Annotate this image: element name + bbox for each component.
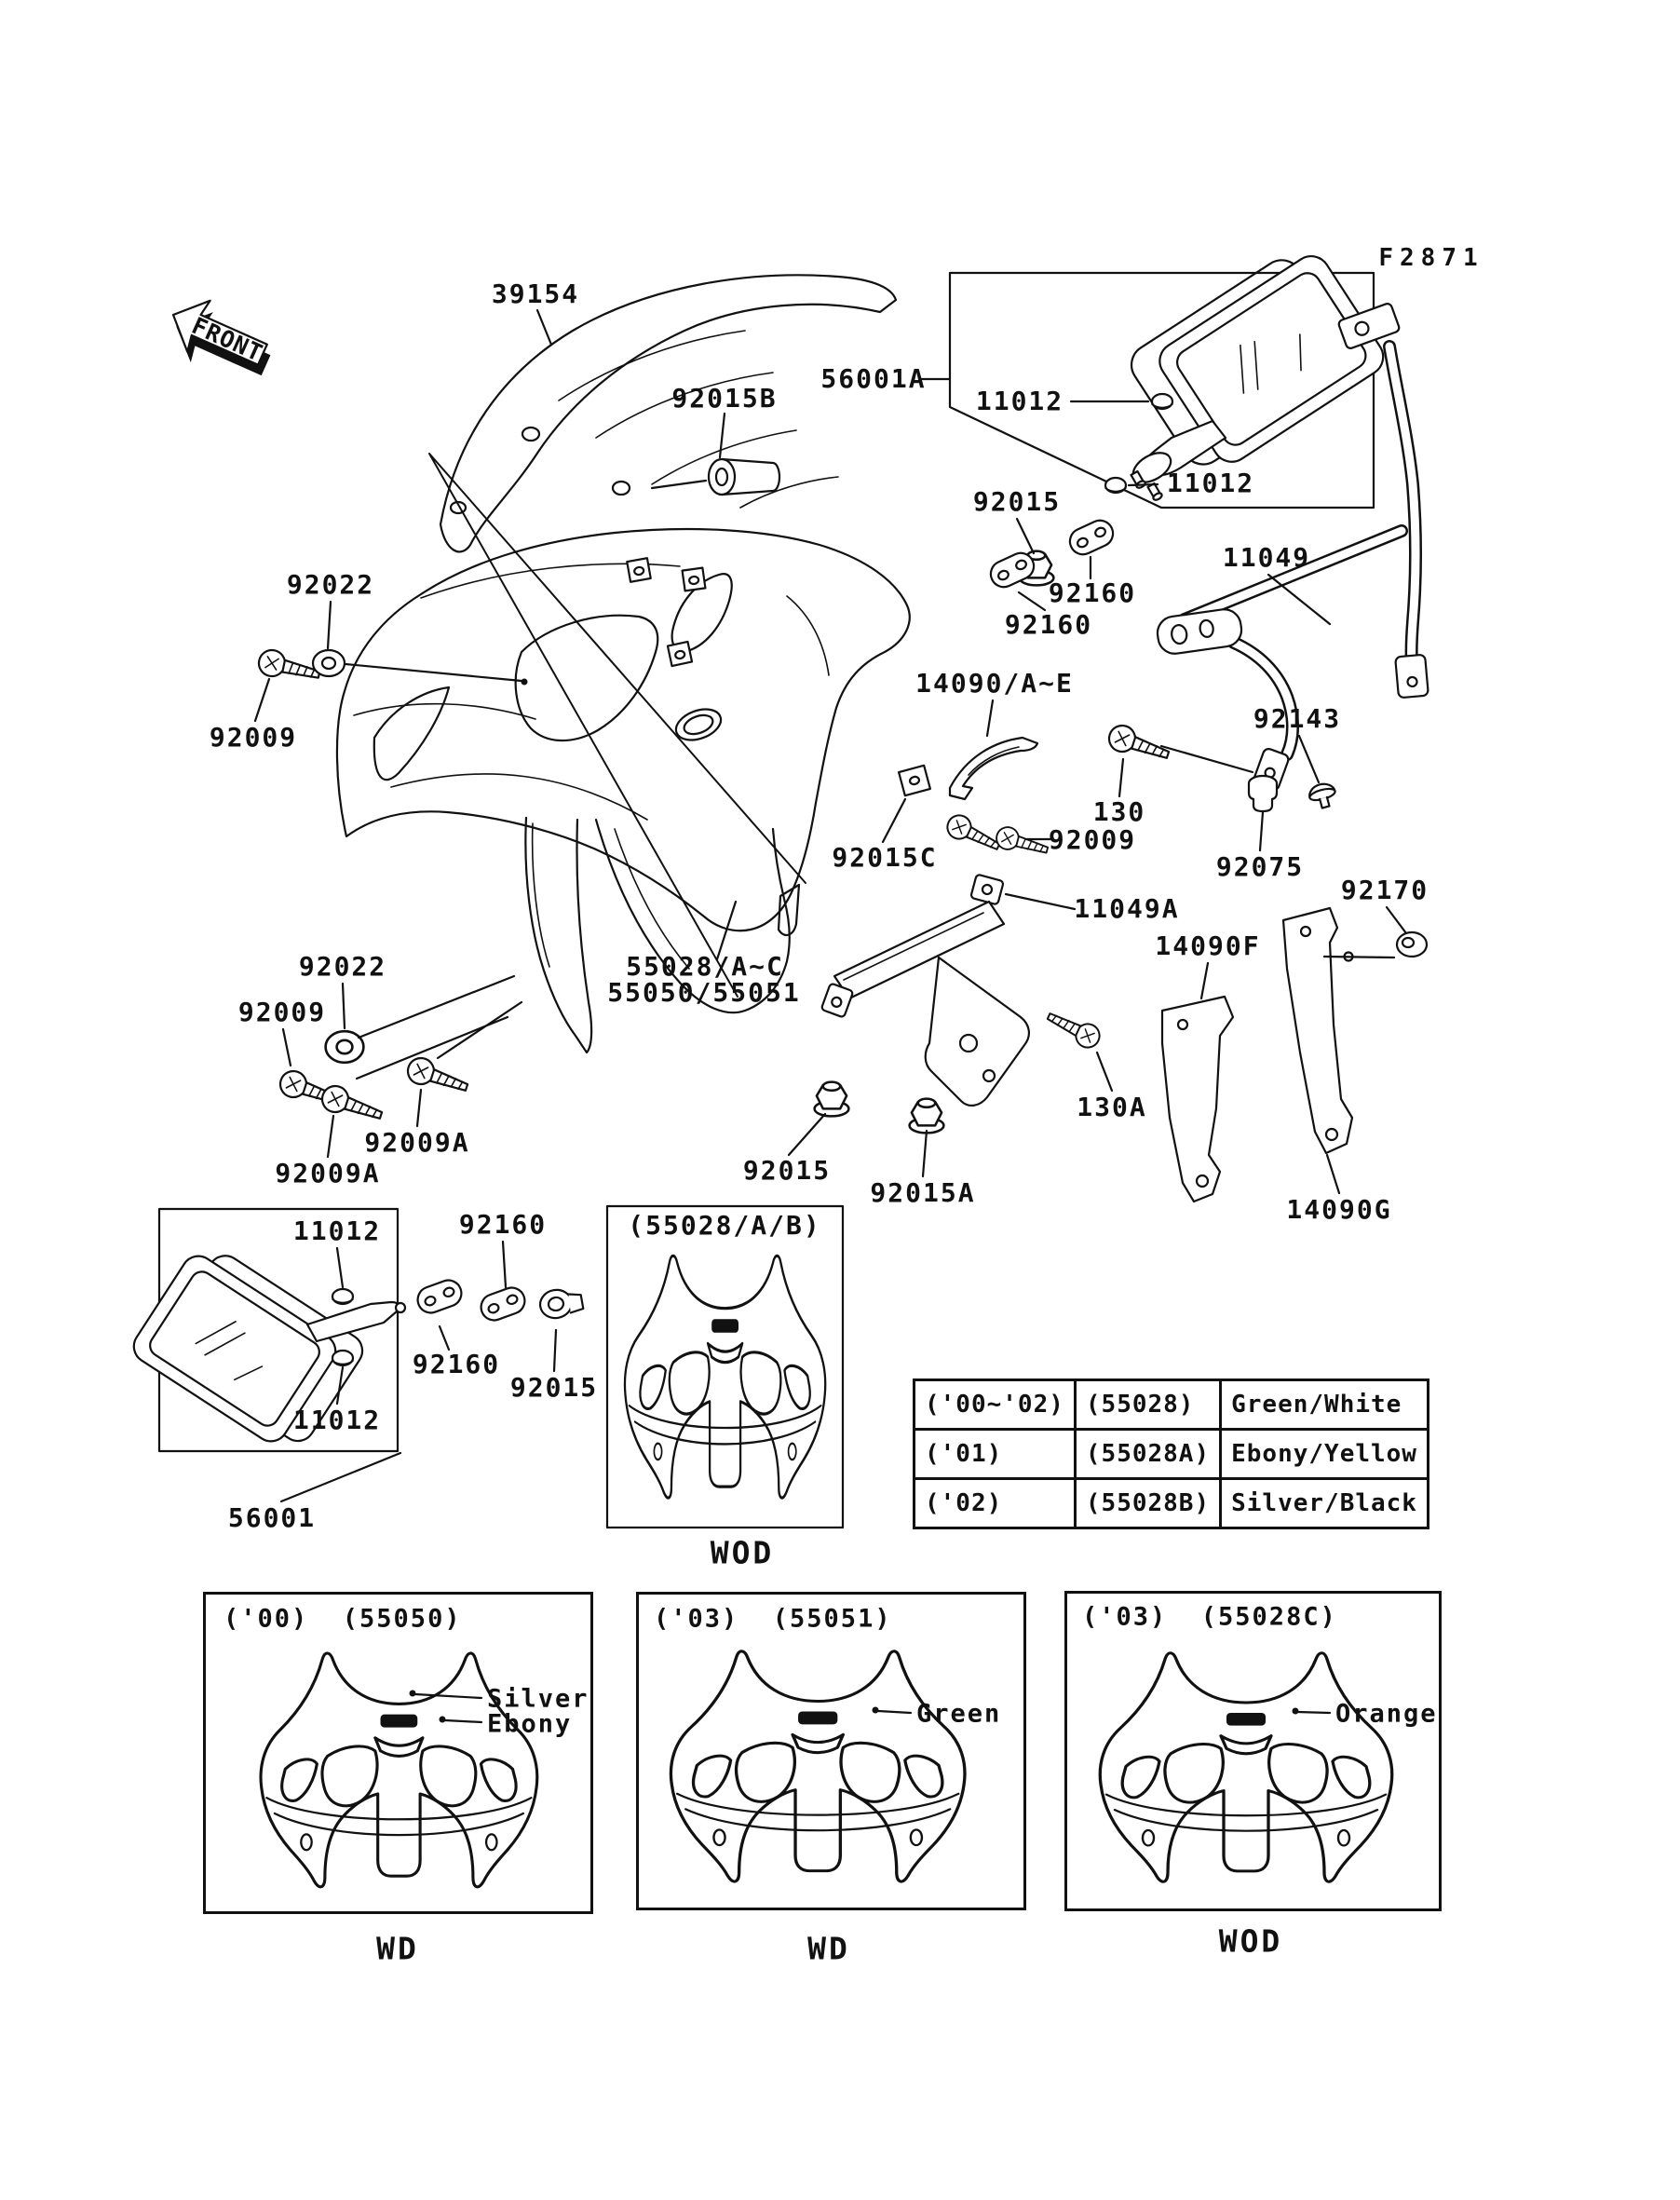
part-label-56001a: 56001A	[820, 363, 927, 394]
figure-code: F2871	[1378, 244, 1484, 272]
color-table-row	[915, 1380, 1429, 1430]
part-label-14090g: 14090G	[1286, 1194, 1392, 1225]
bracket-14090f-art	[1162, 997, 1233, 1202]
part-label-92015-top: 92015	[972, 486, 1062, 517]
color-callout-ebony: Ebony	[487, 1709, 573, 1739]
part-label-130: 130	[1092, 796, 1146, 827]
front-arrow	[158, 290, 280, 391]
color-table-cell: Ebony/Yellow	[1221, 1430, 1429, 1479]
inset-header-55028ab: (55028/A/B)	[628, 1210, 821, 1241]
part-label-92009-mid: 92009	[1048, 824, 1137, 855]
part-label-92075: 92075	[1215, 851, 1305, 882]
caption-wod-3: WOD	[1218, 1922, 1283, 1960]
color-table-cell: ('01)	[915, 1430, 1076, 1479]
grommet-92143-art	[1307, 781, 1339, 810]
part-label-92009-low: 92009	[237, 997, 327, 1027]
part-label-92160-b: 92160	[1004, 609, 1093, 640]
color-table-cell: (55028A)	[1075, 1430, 1220, 1479]
color-callout-orange: Orange	[1335, 1699, 1438, 1729]
plate-92160-a-art	[1065, 516, 1117, 559]
color-table-cell: Silver/Black	[1221, 1479, 1429, 1528]
part-label-92015c: 92015C	[832, 842, 938, 873]
variant-box-55050	[203, 1592, 593, 1914]
part-label-92009-top: 92009	[209, 722, 298, 753]
part-label-92009a-b: 92009A	[275, 1158, 381, 1188]
bolt-130-art	[1105, 722, 1172, 766]
part-label-92160-d: 92160	[412, 1349, 501, 1379]
part-label-92022-low: 92022	[298, 951, 387, 982]
left-fasteners-art	[256, 647, 527, 1126]
color-table	[913, 1378, 1429, 1529]
color-callout-silver: Silver	[487, 1684, 589, 1714]
part-label-14090f: 14090F	[1155, 930, 1261, 961]
grommet-92075-art	[1249, 776, 1277, 811]
color-table-cell: ('02)	[915, 1479, 1076, 1528]
rivet-92170-art	[1397, 932, 1427, 957]
part-label-92015b: 92015B	[671, 383, 778, 414]
color-table-cell: (55028B)	[1075, 1479, 1220, 1528]
part-label-39154: 39154	[491, 278, 580, 309]
part-label-92015-box: 92015	[509, 1372, 599, 1403]
part-label-92015a: 92015A	[870, 1177, 976, 1208]
part-label-92143: 92143	[1253, 703, 1342, 734]
color-table-cell: (55028)	[1075, 1380, 1220, 1430]
mid-cowl-box	[607, 1206, 843, 1528]
part-label-56001: 56001	[227, 1502, 317, 1533]
variant-box-55028c	[1064, 1591, 1442, 1911]
variant-header-55028c: ('03) (55028C)	[1082, 1602, 1337, 1632]
color-table-row	[915, 1479, 1429, 1528]
part-label-11049: 11049	[1222, 542, 1311, 573]
caption-wd-1: WD	[376, 1930, 419, 1967]
color-table-cell: ('00~'02)	[915, 1380, 1076, 1430]
color-callout-green: Green	[916, 1699, 1002, 1729]
part-label-11049a: 11049A	[1074, 893, 1180, 924]
bracket-11049a-art	[815, 875, 1104, 1134]
part-label-92022-top: 92022	[286, 569, 375, 600]
part-label-14090ae: 14090/A~E	[915, 668, 1074, 699]
front-arrow-text: FRONT	[187, 311, 267, 368]
collar-92015b-art	[709, 459, 779, 495]
part-label-92160-c: 92160	[458, 1209, 548, 1240]
part-label-92160-a: 92160	[1048, 577, 1137, 608]
variant-box-55051	[636, 1592, 1026, 1910]
part-label-55028ac: 55028/A~C	[626, 951, 784, 982]
color-table-cell: Green/White	[1221, 1380, 1429, 1430]
part-label-11012-a: 11012	[975, 386, 1064, 416]
part-label-11012-c: 11012	[292, 1215, 382, 1246]
caption-wd-2: WD	[807, 1930, 850, 1967]
part-label-55050-55051: 55050/55051	[607, 977, 801, 1008]
part-label-11012-b: 11012	[1166, 468, 1255, 498]
part-label-130a: 130A	[1077, 1092, 1147, 1122]
color-table-row	[915, 1430, 1429, 1479]
main-cowl-art	[337, 454, 910, 1052]
variant-header-55050: ('00) (55050)	[224, 1604, 462, 1634]
variant-header-55051: ('03) (55051)	[654, 1604, 892, 1634]
bracket-14090g-art	[1283, 908, 1352, 1153]
part-label-92170: 92170	[1340, 875, 1429, 905]
part-label-92009a-a: 92009A	[364, 1127, 470, 1158]
caption-wod-mid: WOD	[710, 1534, 775, 1571]
mid-dampers-art	[414, 1277, 585, 1324]
part-label-11012-d: 11012	[292, 1405, 382, 1435]
windscreen-art	[440, 275, 896, 551]
part-label-92015-mid: 92015	[742, 1155, 832, 1186]
